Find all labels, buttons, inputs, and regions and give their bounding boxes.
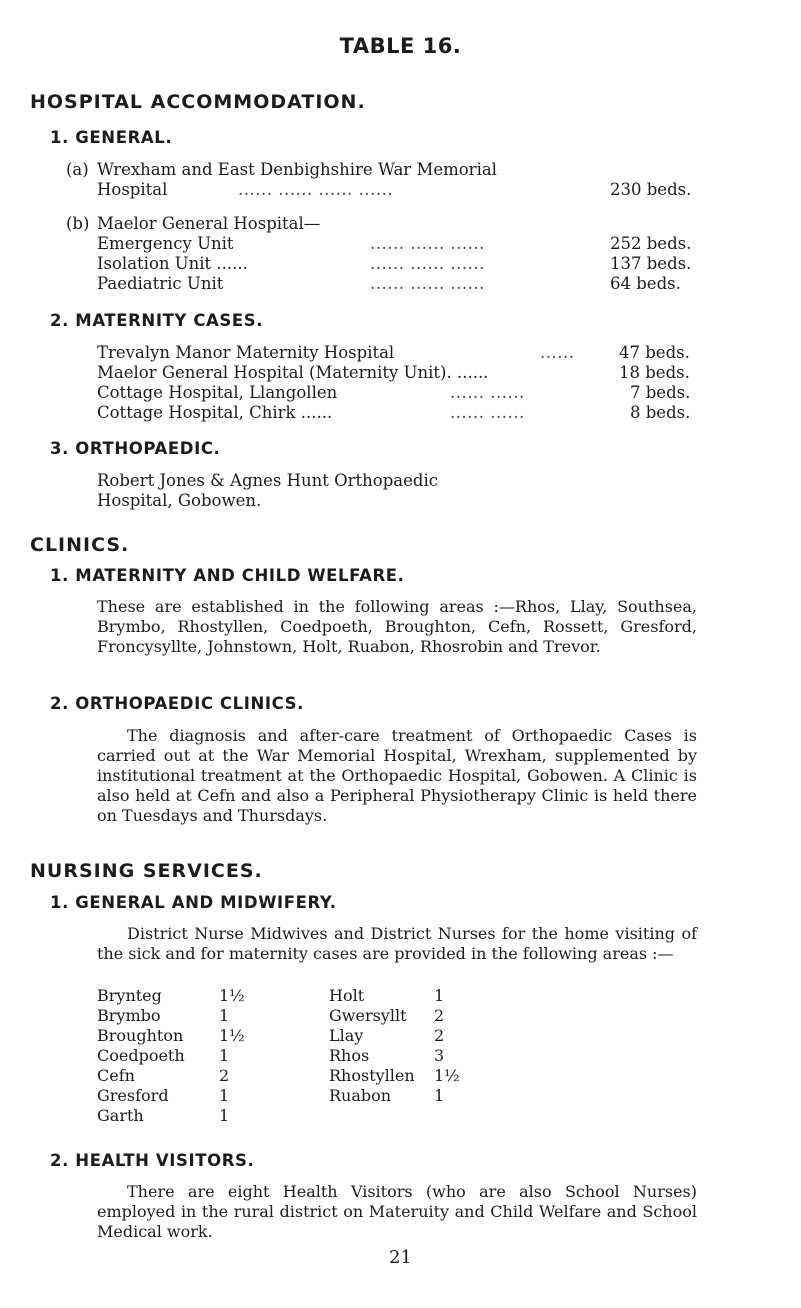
area-name: Rhos [329,1046,370,1065]
maternity-cases-heading: 2. MATERNITY CASES. [50,311,264,330]
nurse-areas-right [329,986,460,1106]
nurse-area-row [329,986,460,1006]
hospital-accommodation-heading: HOSPITAL ACCOMMODATION. [30,91,366,113]
nurse-area-row [329,1026,460,1046]
health-visitors-heading: 2. HEALTH VISITORS. [50,1151,255,1170]
area-name: Brymbo [97,1006,161,1025]
item-a-line2: Hospital [97,180,168,199]
area-name: Broughton [97,1026,184,1045]
area-name: Coedpoeth [97,1046,185,1065]
nurse-area-row [329,1066,460,1086]
area-count: 2 [434,1006,445,1025]
item-b-line1: Maelor General Hospital— [97,214,321,233]
maternity-child-welfare-heading: 1. MATERNITY AND CHILD WELFARE. [50,566,405,585]
maternity-row-beds: 18 beds. [619,363,690,382]
general-midwifery-heading: 1. GENERAL AND MIDWIFERY. [50,893,337,912]
maternity-row-name: Maelor General Hospital (Maternity Unit). ...... [97,363,489,382]
table-title: TABLE 16. [339,34,462,58]
area-count: 1½ [219,986,245,1005]
nurse-area-row [97,1046,245,1066]
area-count: 1 [219,1106,230,1125]
item-a-beds: 230 beds. [610,180,692,199]
item-a-line1: Wrexham and East Denbighshire War Memorial [97,160,497,179]
area-count: 1 [219,1006,230,1025]
area-count: 1 [434,986,445,1005]
unit-beds: 252 beds. [610,234,692,253]
area-count: 3 [434,1046,445,1065]
maternity-row-name: Cottage Hospital, Chirk ...... [97,403,333,422]
unit-dots: ...... ...... ...... [370,274,485,293]
area-name: Holt [329,986,365,1005]
area-name: Llay [329,1026,364,1045]
maternity-child-welfare-text: These are established in the following areas :—Rhos, Llay, Southsea, Brymbo, Rhostyllen, Coedpoeth, Broughton, Cefn, Rossett, Gresford, Froncysyllte, Johnstown, Holt, Ruabon, Rhosrobin and Trevor. [97,597,697,656]
nurse-area-row [97,986,245,1006]
unit-name: Emergency Unit [97,234,234,253]
item-a-marker: (a) [66,160,89,179]
nurse-area-row [97,1106,245,1126]
orthopaedic-heading: 3. ORTHOPAEDIC. [50,439,221,458]
maternity-row-beds: 47 beds. [619,343,690,362]
orthopaedic-line2: Hospital, Gobowen. [97,491,262,510]
area-count: 2 [219,1066,230,1085]
clinics-heading: CLINICS. [30,534,130,556]
maternity-row-beds: 7 beds. [630,383,691,402]
general-heading: 1. GENERAL. [50,128,173,147]
area-count: 1½ [434,1066,460,1085]
unit-name: Isolation Unit ...... [97,254,248,273]
orthopaedic-line1: Robert Jones & Agnes Hunt Orthopaedic [97,471,438,490]
page-number: 21 [389,1247,412,1268]
area-name: Garth [97,1106,144,1125]
maternity-row-dots: ...... ...... [450,403,525,422]
area-name: Rhostyllen [329,1066,415,1085]
nurse-area-row [329,1006,460,1026]
unit-beds: 137 beds. [610,254,692,273]
maternity-row-name: Trevalyn Manor Maternity Hospital [97,343,395,362]
area-name: Gresford [97,1086,169,1105]
area-name: Ruabon [329,1086,392,1105]
nurse-area-row [329,1046,460,1066]
unit-name: Paediatric Unit [97,274,224,293]
nursing-services-heading: NURSING SERVICES. [30,860,263,882]
nurse-area-row [329,1086,460,1106]
area-name: Gwersyllt [329,1006,407,1025]
orthopaedic-clinics-text: The diagnosis and after-care treatment of Orthopaedic Cases is carried out at the War Memorial Hospital, Wrexham, supplemented by institutional treatment at the Orthopaedic Hospital, Gobowen. A Clinic is also held at Cefn and also a Peripheral Physiotherapy Clinic is held there on Tuesdays and Thursdays. [97,726,697,825]
unit-dots: ...... ...... ...... [370,254,485,273]
nurse-areas-left [97,986,245,1126]
unit-dots: ...... ...... ...... [370,234,485,253]
nurse-area-row [97,1006,245,1026]
item-b-marker: (b) [66,214,90,233]
area-name: Brynteg [97,986,162,1005]
area-count: 2 [434,1026,445,1045]
maternity-row-beds: 8 beds. [630,403,691,422]
orthopaedic-clinics-heading: 2. ORTHOPAEDIC CLINICS. [50,694,304,713]
area-count: 1 [434,1086,445,1105]
maternity-row-name: Cottage Hospital, Llangollen [97,383,338,402]
maternity-row-dots: ...... [540,343,575,362]
general-midwifery-text: District Nurse Midwives and District Nurses for the home visiting of the sick and for maternity cases are provided in the following areas :— [97,924,697,963]
area-count: 1½ [219,1026,245,1045]
health-visitors-text: There are eight Health Visitors (who are also School Nurses) employed in the rural district on Materuity and Child Welfare and School Medical work. [97,1182,697,1241]
area-count: 1 [219,1046,230,1065]
maternity-row-dots: ...... ...... [450,383,525,402]
nurse-area-row [97,1086,245,1106]
nurse-area-row [97,1026,245,1046]
nurse-area-row [97,1066,245,1086]
area-name: Cefn [97,1066,135,1085]
item-a-dots: ...... ...... ...... ...... [238,180,394,199]
unit-beds: 64 beds. [610,274,681,293]
area-count: 1 [219,1086,230,1105]
